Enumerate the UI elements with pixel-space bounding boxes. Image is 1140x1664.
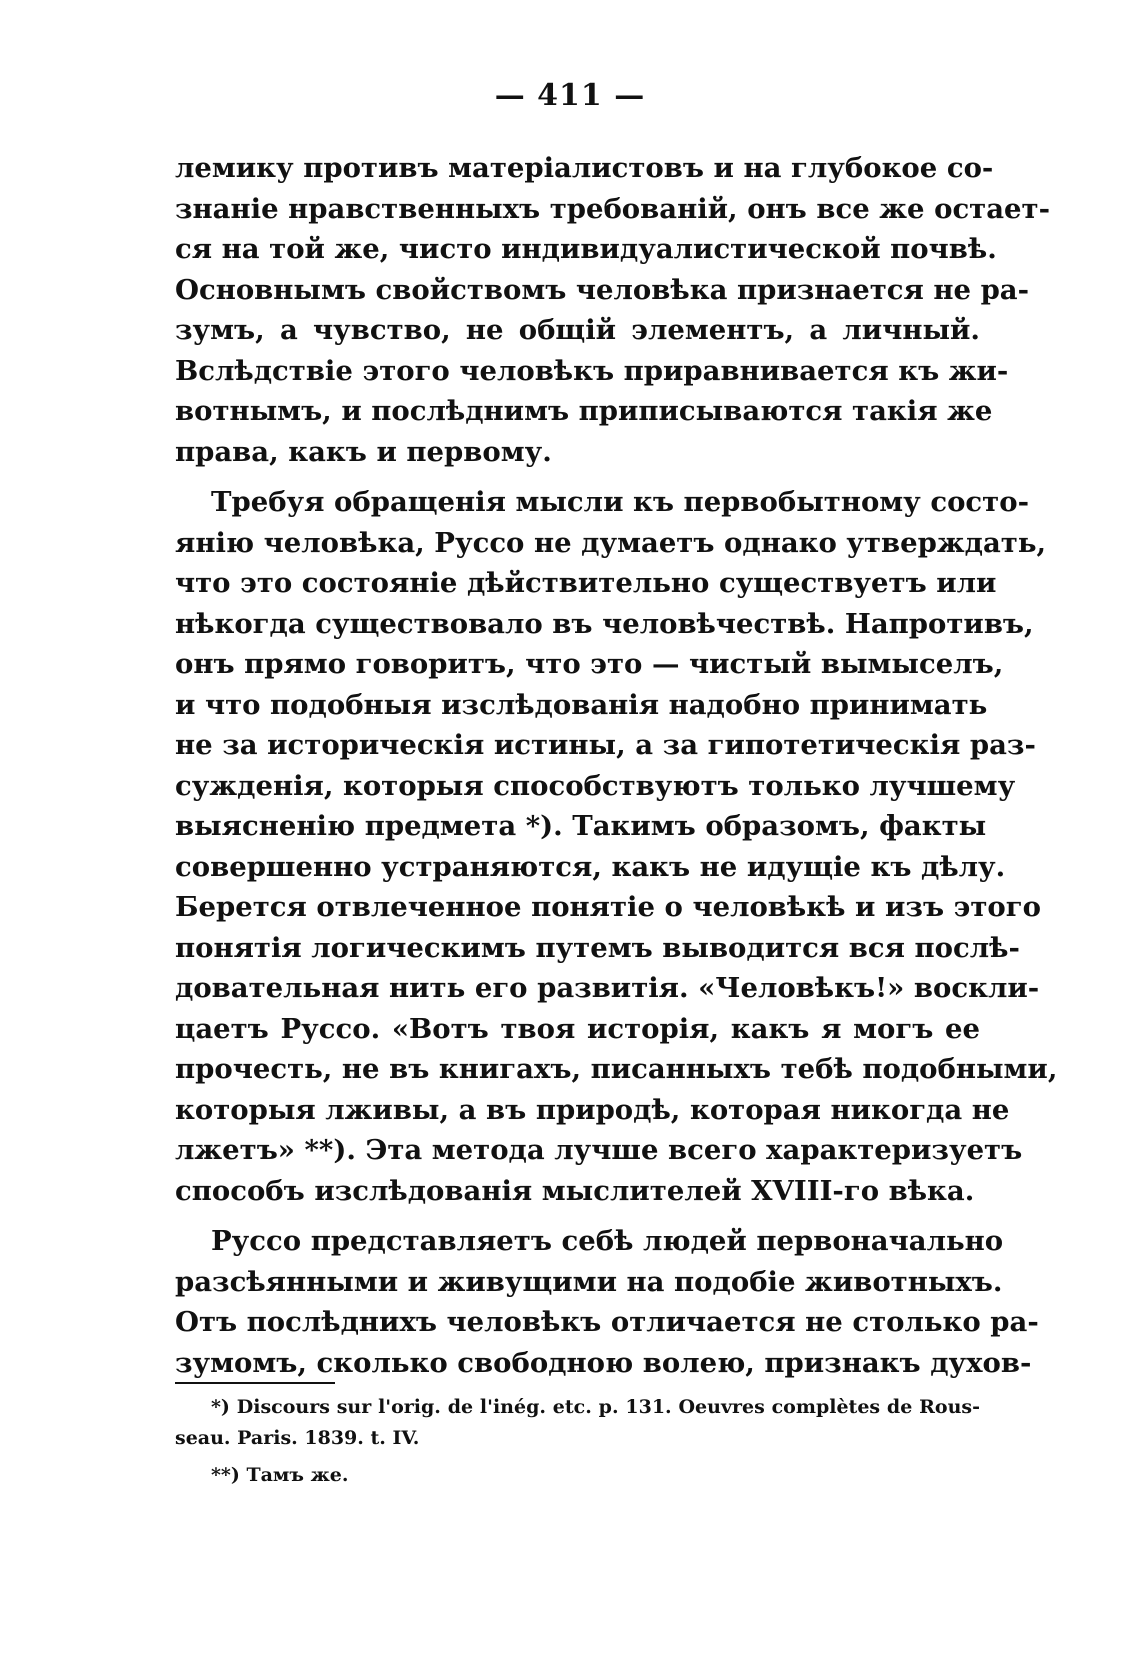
- paragraph: [175, 482, 1058, 1211]
- text-line: которыя лживы, а въ природѣ, которая никогда не: [175, 1093, 1010, 1126]
- text-line: онъ прямо говоритъ, что это — чистый вымыселъ,: [175, 648, 1004, 680]
- text-line: зумомъ, сколько свободною волею, признакъ духов-: [175, 1346, 1032, 1379]
- footnote-2: **) Тамъ же.: [211, 1464, 349, 1486]
- text-line: ся на той же, чисто индивидуалистической почвѣ.: [175, 233, 997, 265]
- text-line: знаніе нравственныхъ требованій, онъ все же остает-: [175, 192, 1050, 225]
- page-number: — 411 —: [494, 78, 646, 113]
- text-line: что это состояніе дѣйствительно существуетъ или: [175, 567, 997, 599]
- text-line: выясненію предмета *). Такимъ образомъ, факты: [175, 810, 987, 842]
- text-line: права, какъ и первому.: [175, 435, 552, 468]
- text-line: сужденія, которыя способствуютъ только лучшему: [175, 769, 1016, 802]
- text-line: довательная нить его развитія. «Человѣкъ!» воскли-: [175, 972, 1040, 1004]
- paragraph: [175, 1221, 1039, 1383]
- text-line: цаетъ Руссо. «Вотъ твоя исторія, какъ я могъ ее: [175, 1012, 980, 1045]
- text-line: зумъ, а чувство, не общій элементъ, а личный.: [175, 314, 980, 346]
- text-line: и что подобныя изслѣдованія надобно принимать: [175, 688, 988, 721]
- text-line: Отъ послѣднихъ человѣкъ отличается не столько ра-: [175, 1306, 1039, 1338]
- text-line: совершенно устраняются, какъ не идущіе къ дѣлу.: [175, 850, 1006, 883]
- text-line: Вслѣдствіе этого человѣкъ приравнивается къ жи-: [175, 354, 1009, 387]
- text-line: Берется отвлеченное понятіе о человѣкѣ и изъ этого: [175, 891, 1041, 923]
- text-line: Руссо представляетъ себѣ людей первоначально: [211, 1225, 1004, 1257]
- body-text: [175, 148, 1058, 1383]
- footnote-1-line-1: *) Discours sur l'orig. de l'inég. etc. p. 131. Oeuvres complètes de Rous-: [211, 1396, 980, 1418]
- text-line: лемику противъ матеріалистовъ и на глубокое со-: [175, 152, 994, 184]
- paragraph: [175, 148, 1050, 472]
- footnote-divider: [175, 1382, 335, 1384]
- text-line: вотнымъ, и послѣднимъ приписываются такія же: [175, 395, 993, 427]
- text-line: прочесть, не въ книгахъ, писанныхъ тебѣ подобными,: [175, 1053, 1058, 1085]
- text-line: Основнымъ свойствомъ человѣка признается не ра-: [175, 273, 1030, 306]
- text-line: Требуя обращенія мысли къ первобытному состо-: [211, 486, 1029, 518]
- text-line: не за историческія истины, а за гипотетическія раз-: [175, 729, 1036, 761]
- text-line: разсѣянными и живущими на подобіе животныхъ.: [175, 1265, 1003, 1298]
- text-line: нѣкогда существовало въ человѣчествѣ. Напротивъ,: [175, 607, 1034, 640]
- text-line: понятія логическимъ путемъ выводится вся послѣ-: [175, 931, 1020, 964]
- text-line: способъ изслѣдованія мыслителей XVIII-го вѣка.: [175, 1174, 975, 1207]
- text-line: янію человѣка, Руссо не думаетъ однако утверждать,: [175, 526, 1047, 559]
- text-line: лжетъ» **). Эта метода лучше всего характеризуетъ: [175, 1134, 1023, 1166]
- footnotes: [175, 1392, 980, 1491]
- footnote-1-line-2: seau. Paris. 1839. t. IV.: [175, 1427, 420, 1449]
